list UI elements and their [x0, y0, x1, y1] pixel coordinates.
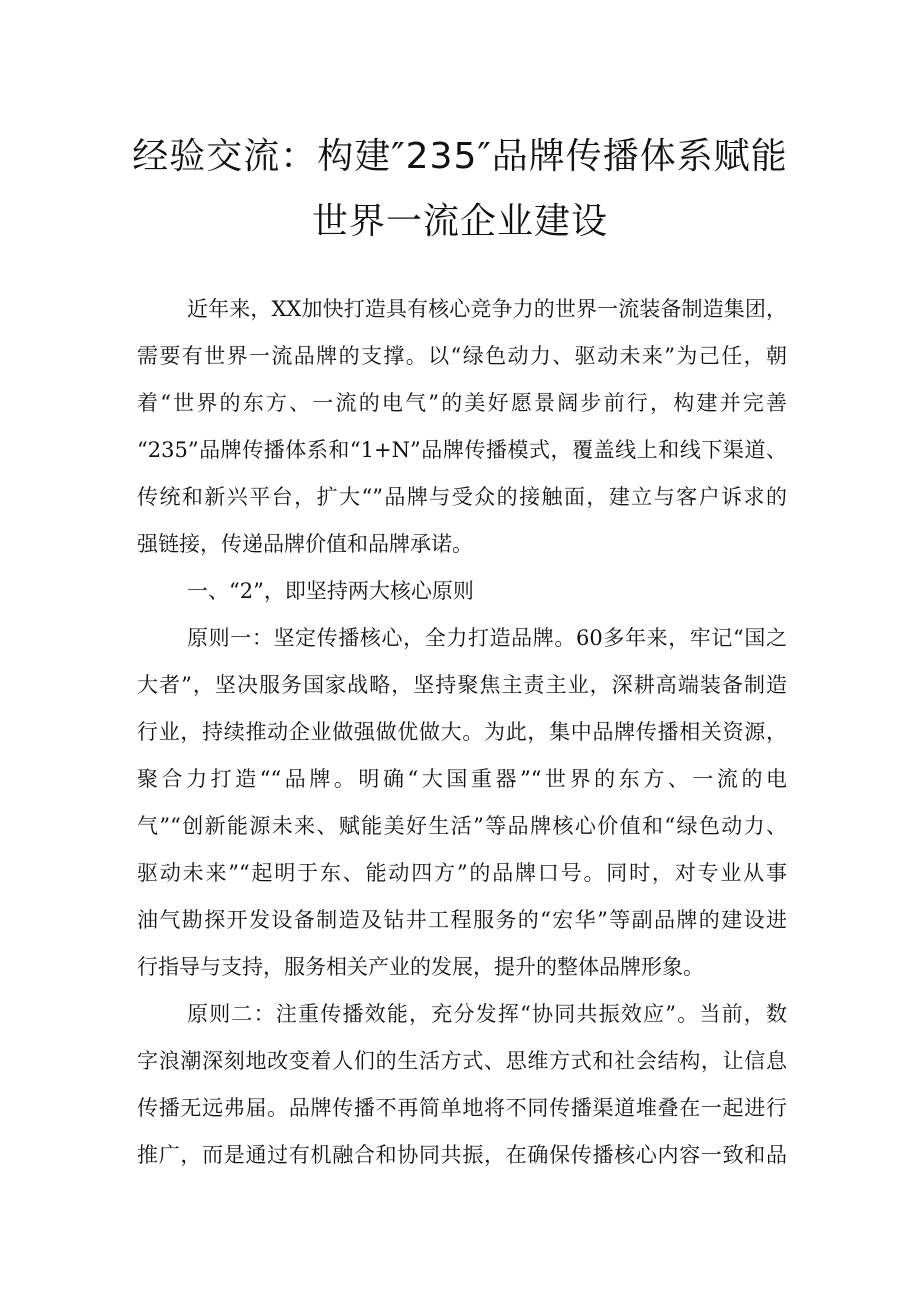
- paragraph-line: 强链接，传递品牌价值和品牌承诺。: [137, 532, 473, 556]
- paragraph-line: 推广，而是通过有机融合和协同共振，在确保传播核心内容一致和品: [137, 1143, 787, 1167]
- paragraph-line: 油气勘探开发设备制造及钻井工程服务的“宏华”等副品牌的建设进: [137, 908, 787, 932]
- paragraph-line: 原则一：坚定传播核心，全力打造品牌。60多年来，牢记“国之: [187, 626, 787, 650]
- paragraph-line: 行指导与支持，服务相关产业的发展，提升的整体品牌形象。: [137, 955, 704, 979]
- paragraph-line: 驱动未来”“起明于东、能动四方”的品牌口号。同时，对专业从事: [137, 861, 787, 885]
- paragraph-line: 传统和新兴平台，扩大“”品牌与受众的接触面，建立与客户诉求的: [137, 485, 787, 509]
- paragraph-line: 着“世界的东方、一流的电气”的美好愿景阔步前行，构建并完善: [137, 391, 787, 415]
- paragraph-line: 大者”，坚决服务国家战略，坚持聚焦主责主业，深耕高端装备制造: [137, 673, 787, 697]
- paragraph-line: 近年来，XX加快打造具有核心竞争力的世界一流装备制造集团，: [187, 297, 787, 321]
- paragraph-line: 气”“创新能源未来、赋能美好生活”等品牌核心价值和“绿色动力、: [137, 814, 787, 838]
- paragraph-line: 需要有世界一流品牌的支撑。以“绿色动力、驱动未来”为己任，朝: [137, 344, 787, 368]
- paragraph-line: 聚合力打造““品牌。明确“大国重器”“世界的东方、一流的电: [137, 767, 787, 791]
- paragraph-line: 字浪潮深刻地改变着人们的生活方式、思维方式和社会结构，让信息: [137, 1049, 787, 1073]
- title-line-1: 经验交流：构建″235″品牌传播体系赋能: [132, 136, 788, 177]
- paragraph-line: “235”品牌传播体系和“1+N”品牌传播模式，覆盖线上和线下渠道、: [137, 438, 787, 462]
- title-line-2: 世界一流企业建设: [311, 201, 608, 242]
- paragraph-line: 原则二：注重传播效能，充分发挥“协同共振效应”。当前，数: [187, 1002, 787, 1026]
- section-heading: 一、“2”，即坚持两大核心原则: [187, 579, 474, 603]
- paragraph-line: 传播无远弗届。品牌传播不再简单地将不同传播渠道堆叠在一起进行: [137, 1096, 787, 1120]
- paragraph-line: 行业，持续推动企业做强做优做大。为此，集中品牌传播相关资源，: [137, 720, 787, 744]
